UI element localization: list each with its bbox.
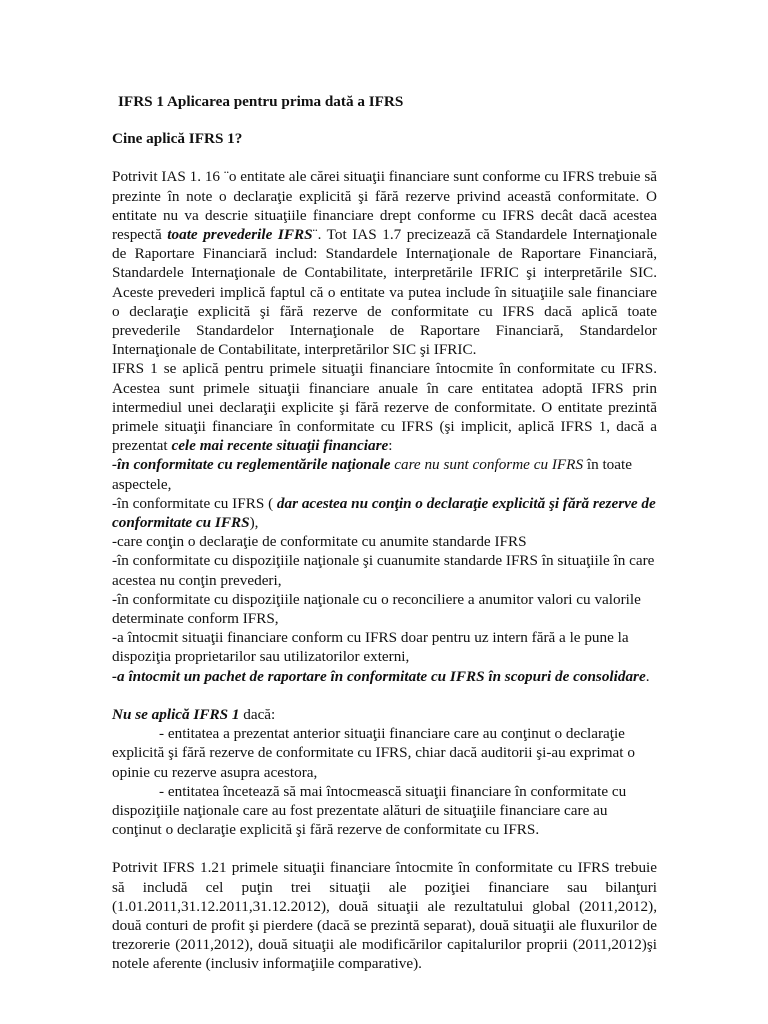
emphasis-text: toate prevederile IFRS [167, 226, 313, 244]
section-heading: Cine aplică IFRS 1? [112, 130, 243, 148]
text-run: : [388, 437, 393, 455]
text-run: - entitatea încetează să mai întocmească situaţii financiare în conformitate cu dispoziţiile naţionale care au fost prezentate alături de situaţiile financiare care au conţinut o declaraţie explicită şi fără rezerve de conformitate cu IFRS. [112, 782, 627, 839]
list-item [112, 494, 657, 532]
text-run: IFRS 1 se aplică pentru primele situaţii financiare întocmite în conformitate cu IFRS. Acestea sunt primele situaţii financiare anuale în care entitatea adoptă IFRS prin intermediul unei declaraţii explicite şi fără rezerve de conformitate. O entitate prezintă primele situaţii financiare în conformitate cu IFRS (şi implicit, aplică IFRS 1, dacă a prezentat [112, 360, 657, 455]
list-item: -a întocmit situaţii financiare conform cu IFRS doar pentru uz intern fără a le pune la dispoziţia proprietarilor sau utilizatorilor externi, [112, 629, 629, 666]
spacer [112, 839, 657, 858]
italic-text: care nu sunt conforme cu IFRS [390, 456, 584, 474]
text-run: în toate aspectele, [112, 456, 632, 493]
list-item: -în conformitate cu dispoziţiile naţionale cu o reconciliere a anumitor valori cu valorile determinate conform IFRS, [112, 590, 641, 628]
text-run: -în conformitate cu IFRS ( [112, 494, 277, 512]
spacer [112, 686, 657, 705]
spacer [112, 148, 657, 167]
emphasis-text: dar acestea nu conţin o declaraţie explicită şi fără rezerve de conformitate cu IFRS [112, 494, 656, 532]
list-item: -care conţin o declaraţie de conformitate cu anumite standarde IFRS [112, 533, 527, 551]
list-item: -în conformitate cu dispoziţiile naţionale şi cuanumite standarde IFRS în situaţiile în care acestea nu conţin prevederi, [112, 552, 655, 589]
paragraph-ias-conformity [112, 167, 657, 359]
text-run: . [645, 667, 650, 685]
text-run: - entitatea a prezentat anterior situaţii financiare care au conţinut o declaraţie explicită şi fără rezerve de conformitate cu IFRS, chiar dacă auditorii şi-au exprimat o opinie cu rezerve asupra acestora, [112, 725, 635, 781]
emphasis-text: Nu se aplică IFRS 1 [112, 705, 240, 723]
bullet-item [112, 782, 657, 840]
bullet-item [112, 724, 657, 782]
emphasis-text: -a întocmit un pachet de raportare în conformitate cu IFRS în scopuri de consolidare [112, 667, 646, 685]
paragraph-ifrs121: Potrivit IFRS 1.21 primele situaţii financiare întocmite în conformitate cu IFRS trebuie să includă cel puţin trei situaţii ale poziţiei financiare sau bilanţuri (1.01.2011,31.12.2011,31.12.2012), două situaţii ale rezultatului global (2011,2012), două conturi de profit şi pierdere (dacă se prezintă separat), două situaţii ale fluxurilor de trezorerie (2011,2012), două situaţii ale modificărilor capitalurilor proprii (2011,2012)şi notele aferente (inclusiv informaţiile comparative). [112, 859, 657, 973]
document-title: IFRS 1 Aplicarea pentru prima dată a IFRS [118, 93, 404, 110]
list-item [112, 455, 657, 493]
not-applied-heading [112, 705, 657, 724]
emphasis-text: -în conformitate cu reglementările naţionale [112, 456, 391, 474]
text-run: ), [249, 514, 259, 532]
paragraph-ifrs1-scope [112, 359, 657, 455]
text-run: ¨. Tot IAS 1.7 precizează că Standardele Internaţionale de Raportare Financiară includ: Standardele Internaţionale de Raportare Financiară, Standardele Internaţionale de Contabilitate, interpretările IFRIC şi interpretările SIC. Aceste prevederi implică faptul că o entitate va putea include în situaţiile sale financiare o declaraţie explicită şi fără rezerve de conformitate cu IFRS dacă aplică toate prevederile Standardelor Internaţionale de Raportare Financiară, Standardelor Internaţionale de Contabilitate, interpretărilor SIC şi IFRIC. [112, 226, 657, 359]
emphasis-text: cele mai recente situaţii financiare [171, 437, 389, 455]
list-item [112, 667, 657, 686]
text-run: Potrivit IAS 1. 16 ¨o entitate ale cărei situaţii financiare sunt conforme cu IFRS trebuie să prezinte în note o declaraţie explicită şi fără rezerve privind această conformitate. O entitate nu va descrie situaţiile financiare drept conforme cu IFRS decât dacă acestea respectă [112, 168, 657, 244]
text-run: dacă: [239, 705, 276, 723]
